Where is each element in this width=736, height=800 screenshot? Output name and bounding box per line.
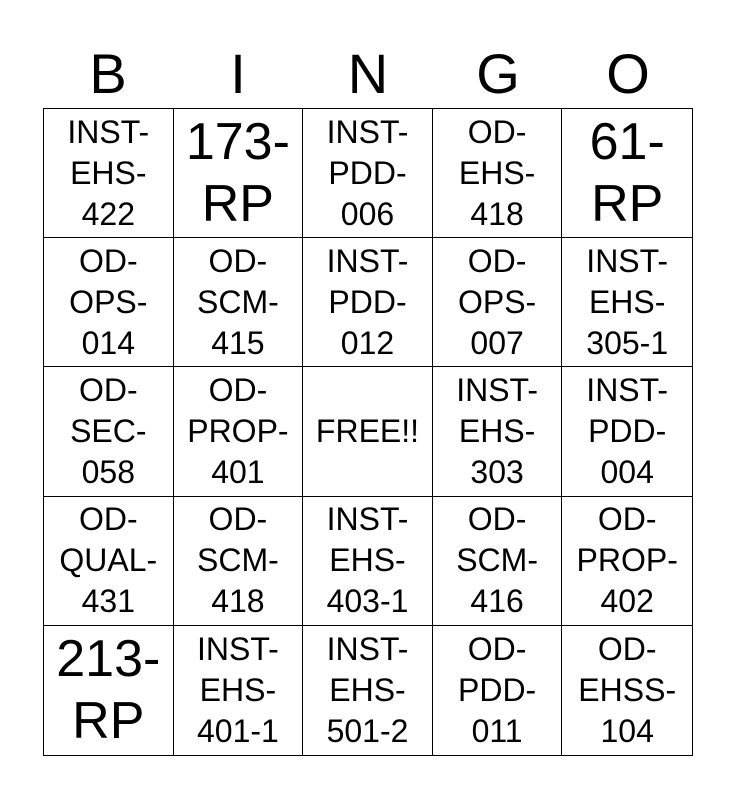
bingo-cell-r2-c5[interactable]: INST- EHS- 305-1	[562, 238, 692, 367]
header-letter-o: O	[606, 42, 650, 105]
bingo-cell-r1-c2[interactable]: 173- RP	[174, 109, 304, 238]
bingo-cell-r3-c5[interactable]: INST- PDD- 004	[562, 367, 692, 496]
header-letter-b: B	[89, 42, 127, 105]
header-letter-n: N	[347, 42, 389, 105]
bingo-cell-r5-c4[interactable]: OD- PDD- 011	[433, 626, 563, 755]
bingo-cell-r4-c4[interactable]: OD- SCM- 416	[433, 497, 563, 626]
bingo-header	[43, 42, 693, 106]
bingo-cell-r1-c3[interactable]: INST- PDD- 006	[303, 109, 433, 238]
bingo-cell-r5-c1[interactable]: 213- RP	[44, 626, 174, 755]
bingo-cell-r2-c4[interactable]: OD- OPS- 007	[433, 238, 563, 367]
bingo-cell-r2-c2[interactable]: OD- SCM- 415	[174, 238, 304, 367]
bingo-cell-r4-c5[interactable]: OD- PROP- 402	[562, 497, 692, 626]
bingo-cell-r1-c4[interactable]: OD- EHS- 418	[433, 109, 563, 238]
header-letter-i: I	[230, 42, 246, 105]
bingo-cell-r5-c5[interactable]: OD- EHSS- 104	[578, 630, 677, 749]
bingo-cell-r4-c2[interactable]: OD- SCM- 418	[174, 497, 304, 626]
bingo-cell-r5-c2[interactable]: INST- EHS- 401-1	[174, 626, 304, 755]
bingo-cell-r3-c4[interactable]: INST- EHS- 303	[433, 367, 563, 496]
bingo-board	[43, 108, 693, 756]
bingo-cell-r1-c1[interactable]: INST- EHS- 422	[44, 109, 174, 238]
bingo-cell-r2-c3[interactable]: INST- PDD- 012	[303, 238, 433, 367]
header-letter-g: G	[476, 42, 520, 105]
bingo-cell-r1-c5[interactable]: 61- RP	[562, 109, 692, 238]
bingo-cell-r5-c3[interactable]: INST- EHS- 501-2	[303, 626, 433, 755]
bingo-cell-r3-c2[interactable]: OD- PROP- 401	[174, 367, 304, 496]
free-space-cell[interactable]: FREE!!	[303, 367, 433, 496]
bingo-cell-r4-c3[interactable]: INST- EHS- 403-1	[303, 497, 433, 626]
bingo-cell-r3-c1[interactable]: OD- SEC- 058	[44, 367, 174, 496]
bingo-cell-r2-c1[interactable]: OD- OPS- 014	[44, 238, 174, 367]
bingo-cell-r4-c1[interactable]: OD- QUAL- 431	[44, 497, 174, 626]
